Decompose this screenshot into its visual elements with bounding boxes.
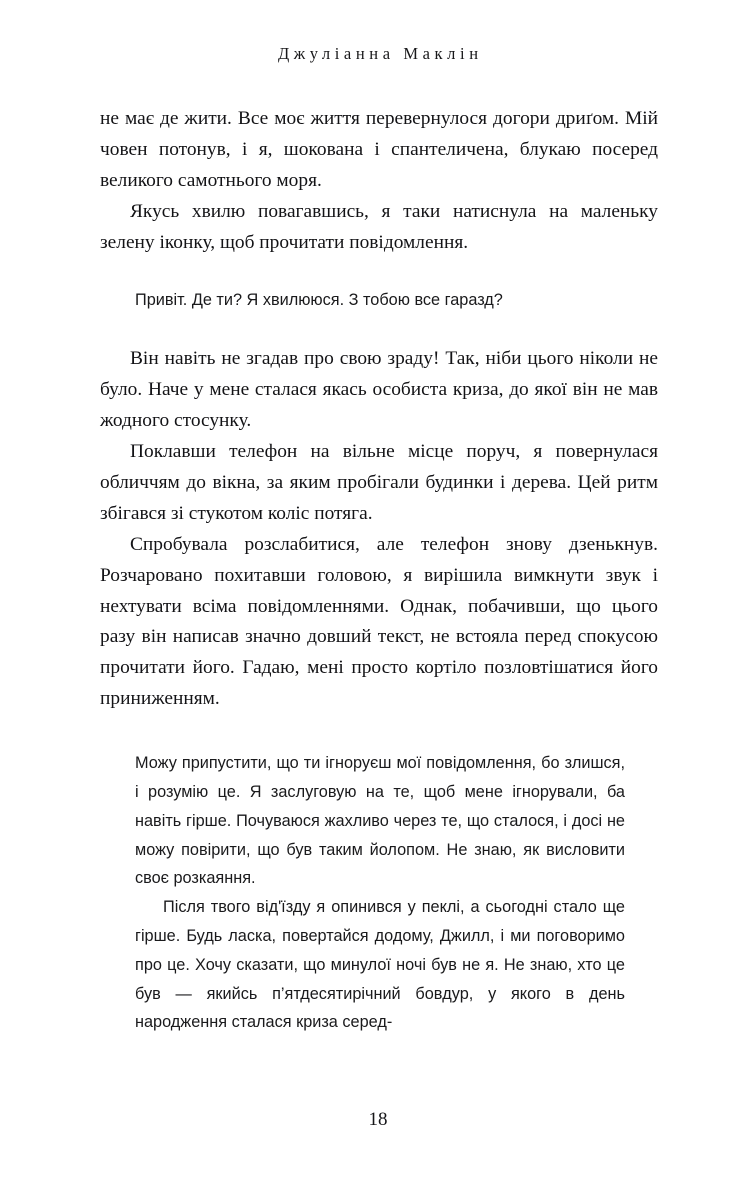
message-text: Привіт. Де ти? Я хвилююся. З тобою все гаразд?	[135, 290, 503, 309]
message-block	[100, 286, 658, 315]
message-text: Після твого від'їзду я опинився у пеклі, а сьогодні стало ще гірше. Будь ласка, повертайся додому, Джилл, і ми поговоримо про це. Хочу сказати, що минулої ночі був не я. Не знаю, хто це був — якийсь п’ятдесятирічний бовдур, у якого в день народження сталася криза серед-	[135, 898, 625, 1032]
body-paragraph: Поклавши телефон на вільне місце поруч, я повернулася обличчям до вікна, за яким пробігали будинки і дерева. Цей ритм збігався зі стукотом коліс потяга.	[100, 441, 658, 524]
running-head-author: Джуліанна Маклін	[277, 44, 483, 63]
body-paragraph: не має де жити. Все моє життя перевернулося догори дриґом. Мій човен потонув, і я, шокована і спантеличена, блукаю посеред великого самотнього моря.	[100, 108, 658, 191]
spacer	[100, 259, 658, 286]
spacer	[100, 715, 658, 749]
body-paragraph: Він навіть не згадав про свою зраду! Так, ніби цього ніколи не було. Наче у мене сталася якась особиста криза, до якої він не мав жодного стосунку.	[100, 348, 658, 432]
message-block	[100, 749, 658, 1037]
spacer	[100, 314, 658, 344]
text-column	[100, 104, 658, 1037]
body-paragraph: Якусь хвилю повагавшись, я таки натиснула на маленьку зелену іконку, щоб прочитати повідомлення.	[100, 200, 658, 253]
page-number: 18	[368, 1109, 388, 1130]
message-text: Можу припустити, що ти ігноруєш мої повідомлення, бо злишся, і розумію це. Я заслуговую на те, щоб мене ігнорували, ба навіть гірше. Почуваюся жахливо через те, що сталося, і досі не можу повірити, що був таким йолопом. Не знаю, як висловити своє розкаяння.	[135, 754, 625, 888]
body-paragraph: Спробувала розслабитися, але телефон знову дзенькнув. Розчаровано похитавши головою, я вирішила вимкнути звук і нехтувати всіма повідомленнями. Однак, побачивши, що цього разу він написав значно довший текст, не встояла перед спокусою прочитати його. Гадаю, мені просто кортіло позловтішатися його приниженням.	[100, 533, 658, 710]
